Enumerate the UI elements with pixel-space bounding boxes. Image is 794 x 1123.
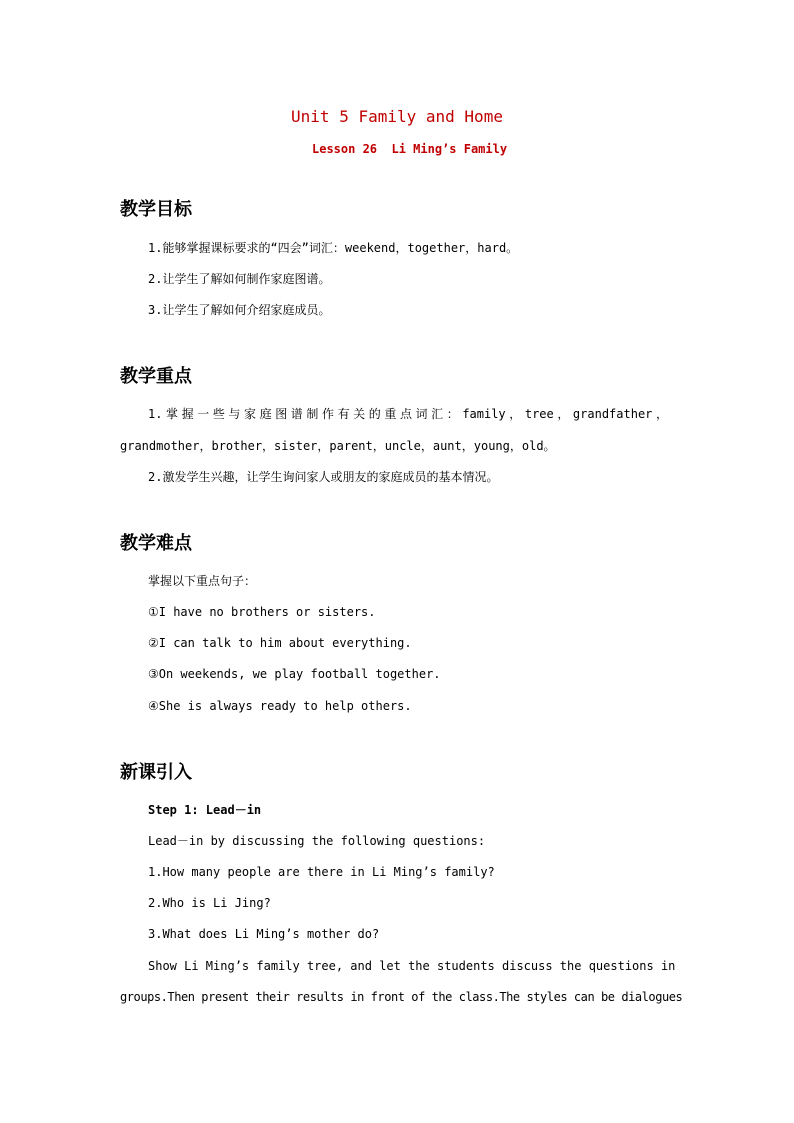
- section-heading-introduction: 新课引入: [120, 762, 192, 783]
- section-heading-key-points: 教学重点: [120, 366, 192, 387]
- key-sentence: ②I can talk to him about everything.: [148, 636, 412, 650]
- question-item: 2.Who is Li Jing?: [148, 896, 271, 910]
- document-title: Unit 5 Family and Home: [291, 107, 503, 126]
- key-sentence: ④She is always ready to help others.: [148, 699, 412, 713]
- lesson-subtitle: Lesson 26 Li Ming’s Family: [312, 142, 508, 156]
- section-heading-difficulties: 教学难点: [120, 533, 192, 554]
- objective-item: 1.能够掌握课标要求的“四会”词汇：weekend，together，hard。: [148, 241, 519, 255]
- question-item: 1.How many people are there in Li Ming’s family?: [148, 865, 495, 879]
- key-point-item-continued: grandmother，brother，sister，parent，uncle，aunt，young，old。: [120, 439, 556, 453]
- key-point-item: 2.激发学生兴趣，让学生询问家人或朋友的家庭成员的基本情况。: [148, 470, 499, 484]
- key-sentence: ①I have no brothers or sisters.: [148, 605, 376, 619]
- step-heading: Step 1: Lead－in: [148, 803, 262, 817]
- paragraph-line: groups.Then present their results in front of the class.The styles can be dialogues: [120, 990, 683, 1004]
- difficulties-intro: 掌握以下重点句子：: [148, 574, 257, 588]
- lead-in-text: Lead－in by discussing the following questions:: [148, 834, 486, 848]
- paragraph-line: Show Li Ming’s family tree, and let the students discuss the questions in: [148, 959, 676, 973]
- section-heading-objectives: 教学目标: [120, 199, 192, 220]
- objective-item: 2.让学生了解如何制作家庭图谱。: [148, 272, 331, 286]
- question-item: 3.What does Li Ming’s mother do?: [148, 927, 380, 941]
- key-sentence: ③On weekends, we play football together.: [148, 667, 441, 681]
- key-point-item: 1.掌握一些与家庭图谱制作有关的重点词汇：family，tree，grandfather，: [148, 407, 668, 421]
- objective-item: 3.让学生了解如何介绍家庭成员。: [148, 303, 331, 317]
